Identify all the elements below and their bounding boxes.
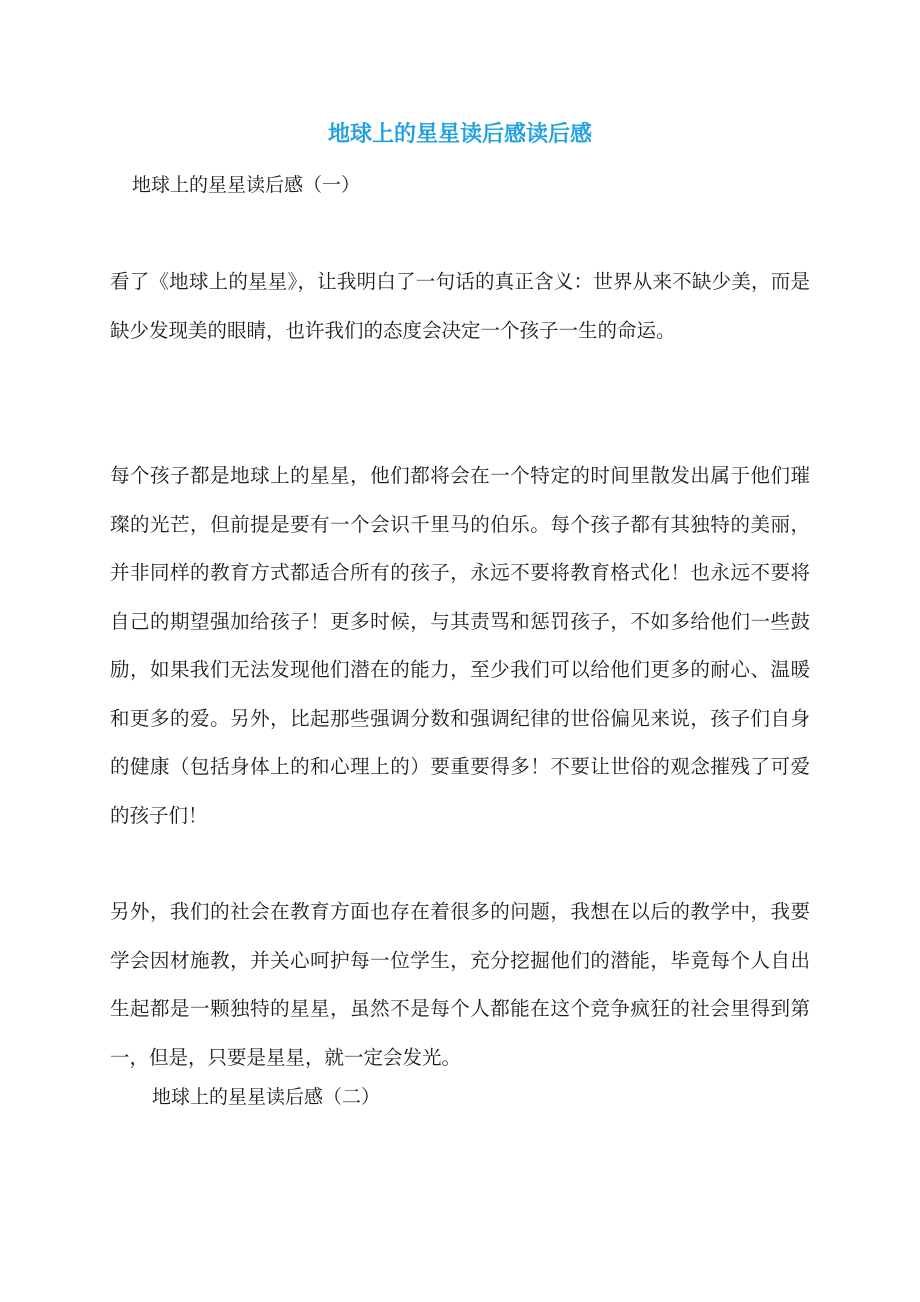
section-heading-1: 地球上的星星读后感（一）: [132, 174, 361, 196]
section-heading-2: 地球上的星星读后感（二）: [152, 1086, 381, 1108]
paragraph-2: 每个孩子都是地球上的星星，他们都将会在一个特定的时间里散发出属于他们璀璨的光芒，但前提是要有一个会识千里马的伯乐。每个孩子都有其独特的美丽，并非同样的教育方式都适合所有的孩子，永远不要将教育格式化！也永远不要将自己的期望强加给孩子！更多时候，与其责骂和惩罚孩子，不如多给他们一些鼓励，如果我们无法发现他们潜在的能力，至少我们可以给他们更多的耐心、温暖和更多的爱。另外，比起那些强调分数和强调纪律的世俗偏见来说，孩子们自身的健康（包括身体上的和心理上的）要重要得多！不要让世俗的观念摧残了可爱的孩子们！: [110, 464, 810, 827]
document-title: 地球上的星星读后感读后感: [327, 121, 592, 147]
paragraph-1: 看了《地球上的星星》，让我明白了一句话的真正含义：世界从来不缺少美，而是缺少发现美的眼睛，也许我们的态度会决定一个孩子一生的命运。: [110, 270, 810, 342]
paragraph-3: 另外，我们的社会在教育方面也存在着很多的问题，我想在以后的教学中，我要学会因材施教，并关心呵护每一位学生，充分挖掘他们的潜能，毕竟每个人自出生起都是一颗独特的星星，虽然不是每个人都能在这个竞争疯狂的社会里得到第一，但是，只要是星星，就一定会发光。: [110, 900, 810, 1069]
